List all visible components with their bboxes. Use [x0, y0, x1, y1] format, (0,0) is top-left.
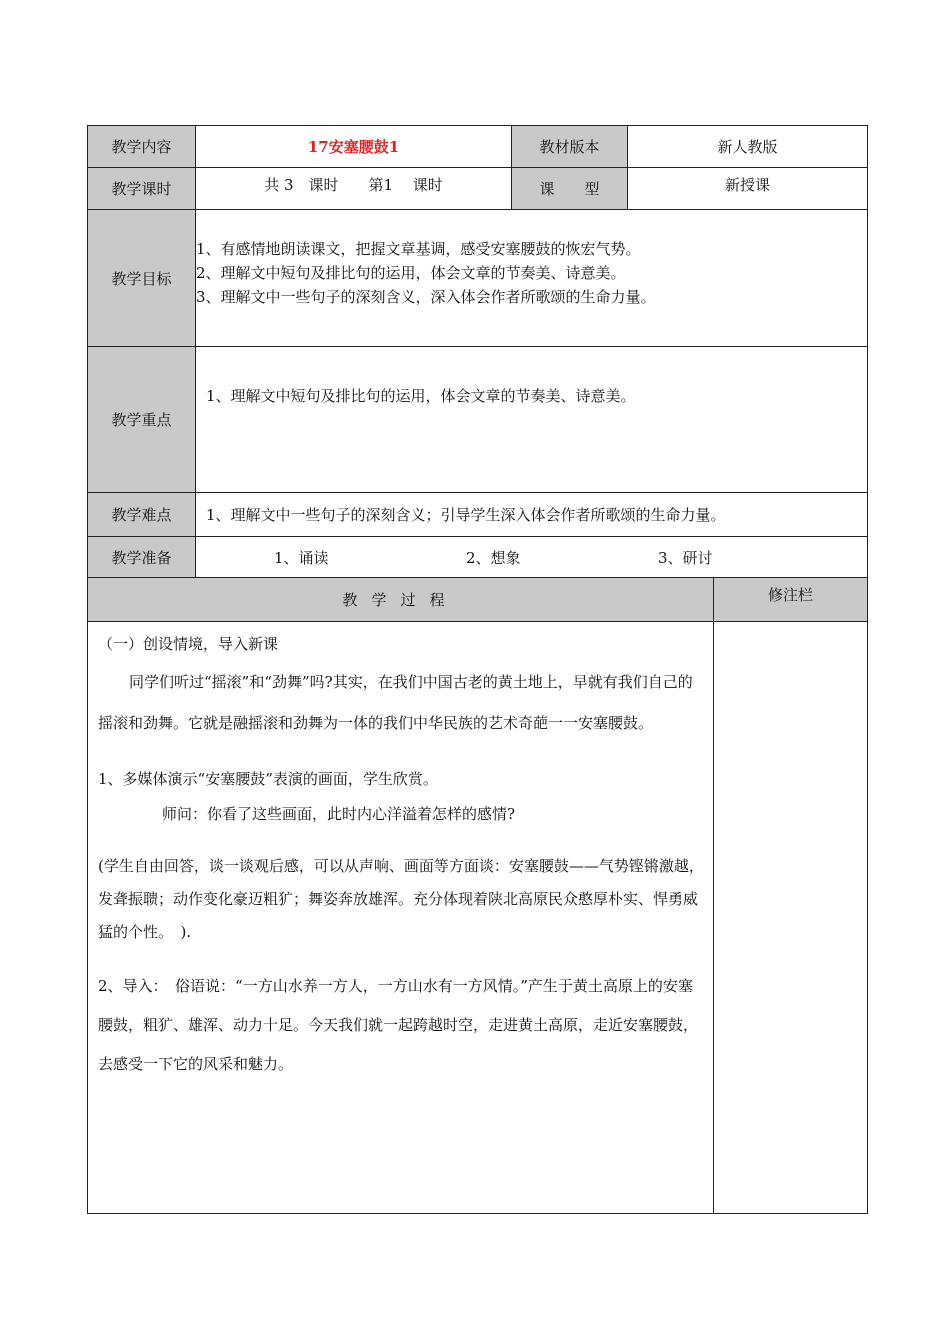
goals-label: 教学目标: [88, 210, 196, 347]
type-label: 课 型: [512, 168, 628, 210]
edition-value: 新人教版: [628, 126, 868, 168]
hours-value: 共 3 课时 第1 课时: [196, 168, 512, 210]
preparation-label: 教学准备: [88, 537, 196, 578]
edition-label: 教材版本: [512, 126, 628, 168]
process-body: [88, 622, 714, 1214]
intro-paragraph: 同学们听过“摇滚”和“劲舞”吗?其实，在我们中国古老的黄土地上，早就有我们自己的摇滚和劲舞。它就是融摇滚和劲舞为一体的我们中华民族的艺术奇葩一一安塞腰鼓。: [98, 673, 693, 732]
goals-list: [196, 210, 868, 347]
goal-item: 2、理解文中短句及排比句的运用，体会文章的节奏美、诗意美。: [196, 264, 626, 282]
step-1: 1、多媒体演示“安塞腰鼓”表演的画面，学生欣赏。: [98, 770, 438, 788]
key-points-label: 教学重点: [88, 347, 196, 493]
type-value: 新授课: [628, 168, 868, 210]
process-header: 教学过程: [88, 578, 714, 622]
student-answer: (学生自由回答，谈一谈观后感，可以从声响、画面等方面谈：安塞腰鼓——气势铿锵激越，发聋振聩；动作变化豪迈粗犷；舞姿奔放雄浑。充分体现着陕北高原民众憨厚朴实、悍勇威猛的个性。 ).: [98, 857, 704, 941]
goal-item: 1、有感情地朗读课文，把握文章基调，感受安塞腰鼓的恢宏气势。: [196, 240, 641, 258]
key-points-text: 1、理解文中短句及排比句的运用，体会文章的节奏美、诗意美。: [196, 347, 868, 493]
lesson-title: 17安塞腰鼓1: [196, 126, 512, 168]
content-label: 教学内容: [88, 126, 196, 168]
difficulties-text: 1、理解文中一些句子的深刻含义；引导学生深入体会作者所歌颂的生命力量。: [196, 493, 868, 537]
step-2: 2、导入： 俗语说：“一方山水养一方人，一方山水有一方风情。”产生于黄土高原上的安塞腰鼓，粗犷、雄浑、动力十足。今天我们就一起跨越时空，走进黄土高原，走近安塞腰鼓，去感受一下它的风采和魅力。: [98, 977, 699, 1073]
row-preparation: [88, 537, 868, 578]
difficulties-label: 教学难点: [88, 493, 196, 537]
notes-column: [714, 622, 868, 1214]
lesson-plan-table: [87, 125, 868, 1214]
preparation-item: 2、想象: [466, 548, 521, 567]
row-hours: [88, 168, 868, 210]
preparation-item: 3、研讨: [658, 548, 713, 567]
row-content: [88, 126, 868, 168]
row-difficulties: [88, 493, 868, 537]
row-key-points: [88, 347, 868, 493]
notes-header: 修注栏: [714, 578, 868, 622]
lesson-plan-sheet: [87, 125, 867, 1214]
preparation-items: [196, 537, 868, 578]
row-process-body: [88, 622, 868, 1214]
section-heading: （一）创设情境，导入新课: [98, 635, 279, 653]
goal-item: 3、理解文中一些句子的深刻含义，深入体会作者所歌颂的生命力量。: [196, 288, 656, 306]
teacher-question: 师问：你看了这些画面，此时内心洋溢着怎样的感情?: [162, 805, 516, 823]
row-goals: [88, 210, 868, 347]
hours-label: 教学课时: [88, 168, 196, 210]
preparation-item: 1、诵读: [274, 548, 329, 567]
row-process-header: [88, 578, 868, 622]
